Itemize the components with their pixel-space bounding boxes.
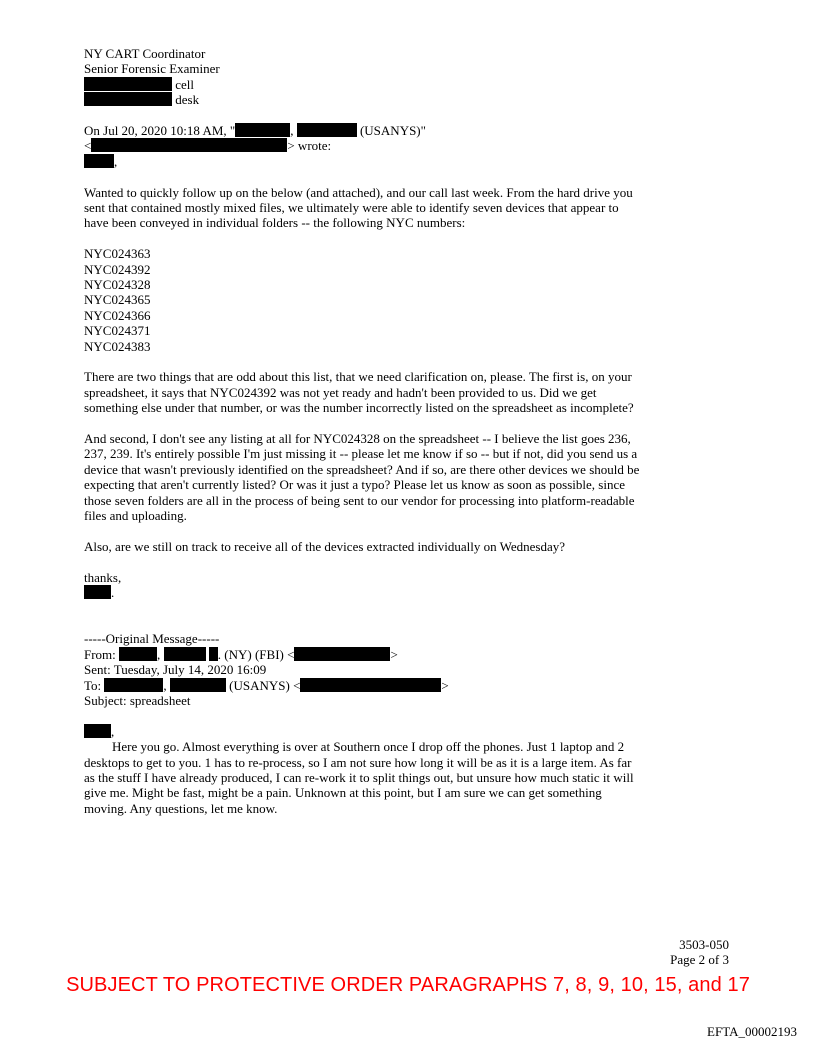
redaction-box	[84, 724, 111, 738]
redaction-box	[84, 77, 172, 91]
paragraph-second-issue: And second, I don't see any listing at all for NYC024328 on the spreadsheet -- I believe the list goes 236, 237, 239. It's entirely possible I'm just missing it -- please let me know if so -- but if not, did you send us a device that wasn't previously identified on the spreadsheet? And if so, are there other devices we should be expecting that aren't currently listed? Or was it just a typo? Please let us know as soon as possible, since those seven folders are all in the process of being sent to our vendor for processing into platform-readable files and uploading.	[84, 431, 640, 524]
list-item: NYC024371	[84, 323, 151, 339]
nyc-number-list	[84, 246, 644, 354]
reply-header-line: On Jul 20, 2020 10:18 AM, " , (USANYS)"	[84, 123, 426, 139]
page-number: Page 2 of 3	[670, 952, 729, 968]
redaction-box	[91, 138, 287, 152]
original-greeting: ,	[84, 724, 644, 739]
redaction-box	[294, 647, 390, 661]
redaction-box	[170, 678, 226, 692]
paragraph-question: Also, are we still on track to receive all of the devices extracted individually on Wednesday?	[84, 538, 565, 554]
redaction-box	[84, 585, 111, 599]
page-footer	[670, 937, 729, 968]
list-item: NYC024366	[84, 307, 151, 323]
list-item: NYC024365	[84, 292, 151, 308]
email-document	[84, 46, 644, 816]
bates-number: EFTA_00002193	[707, 1024, 797, 1039]
signature-title: NY CART Coordinator	[84, 46, 206, 61]
cell-label: cell	[175, 76, 195, 92]
reply-email-line: < > wrote:	[84, 138, 332, 154]
list-item: NYC024383	[84, 338, 151, 354]
original-message-body: Here you go. Almost everything is over at Southern once I drop off the phones. Just 1 laptop and 2 desktops to get to you. 1 has to re-process, so I am not sure how long it will be as it is a large item. As far as the stuff I have already produced, I can re-work it to split things out, but unsure how much static it will give me. Might be fast, might be a pain. Unknown at this point, but I am sure we can get something moving. Any questions, let me know.	[84, 739, 634, 816]
protective-order-stamp: SUBJECT TO PROTECTIVE ORDER PARAGRAPHS 7, 8, 9, 10, 15, and 17	[66, 974, 750, 996]
redaction-box	[235, 123, 290, 137]
redaction-box	[84, 92, 172, 106]
redaction-box	[300, 678, 441, 692]
to-line: To: , (USANYS) < >	[84, 677, 449, 693]
list-item: NYC024363	[84, 246, 151, 262]
signature-desk-line	[84, 92, 644, 107]
original-message-divider: -----Original Message-----	[84, 631, 220, 647]
reply-greeting: ,	[84, 154, 644, 169]
paragraph-clarification: There are two things that are odd about this list, that we need clarification on, please. The first is, on your spreadsheet, it says that NYC024392 was not yet ready and hadn't been provided to us. Did we get something else under that number, or was the number incorrectly listed on the spreadsheet as incomplete?	[84, 369, 634, 416]
sent-line: Sent: Tuesday, July 14, 2020 16:09	[84, 662, 267, 678]
sender-name: .	[84, 585, 644, 600]
redaction-box	[119, 647, 157, 661]
redaction-box	[209, 647, 218, 661]
signature-subtitle: Senior Forensic Examiner	[84, 61, 220, 77]
paragraph-followup: Wanted to quickly follow up on the below (and attached), and our call last week. From the hard drive you sent that contained mostly mixed files, we ultimately were able to identify seven devices that appear to have been conveyed in individual folders -- the following NYC numbers:	[84, 184, 633, 231]
redaction-box	[104, 678, 163, 692]
exhibit-number: 3503-050	[679, 937, 729, 952]
desk-label: desk	[175, 92, 200, 108]
closing: thanks,	[84, 569, 122, 585]
from-line: From: , . (NY) (FBI) < >	[84, 646, 398, 662]
list-item: NYC024328	[84, 277, 151, 293]
subject-line: Subject: spreadsheet	[84, 692, 191, 708]
redaction-box	[164, 647, 206, 661]
redaction-box	[84, 154, 114, 168]
signature-cell-line	[84, 77, 644, 92]
redaction-box	[297, 123, 357, 137]
list-item: NYC024392	[84, 261, 151, 277]
